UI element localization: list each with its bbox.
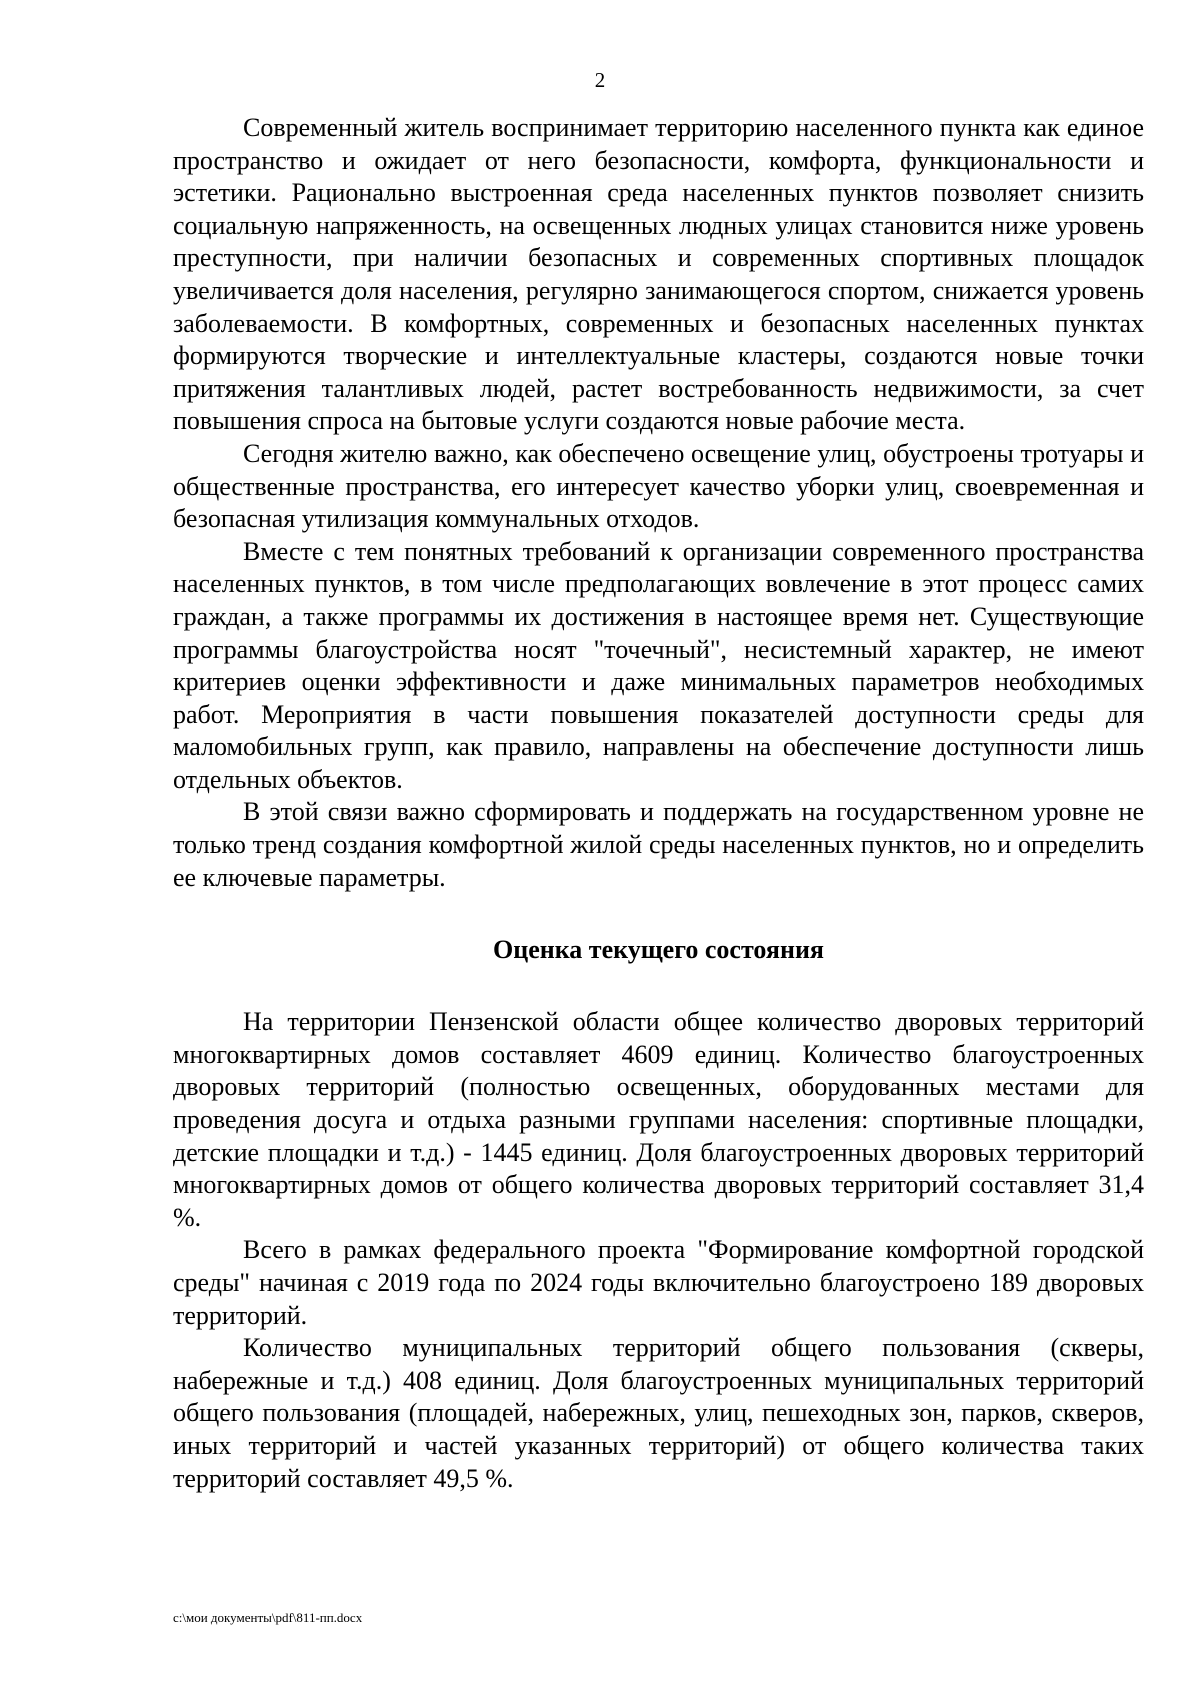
paragraph-modern-resident: Современный житель воспринимает территорию населенного пункта как единое пространство и ожидает от него безопасности, комфорта, функциональности и эстетики. Рационально выстроенная среда населенных пунктов позволяет снизить социальную напряженность, на освещенных людных улицах становится ниже уровень преступности, при наличии безопасных и современных спортивных площадок увеличивается доля населения, регулярно занимающегося спортом, снижается уровень заболеваемости. В комфортных, современных и безопасных населенных пунктах формируются творческие и интеллектуальные кластеры, создаются новые точки притяжения талантливых людей, растет востребованность недвижимости, за счет повышения спроса на бытовые услуги создаются новые рабочие места. xyxy=(173,113,1144,436)
paragraph-yard-territories: На территории Пензенской области общее количество дворовых территорий многоквартирных домов составляет 4609 единиц. Количество благоустроенных дворовых территорий (полностью освещенных, оборудованных местами для проведения досуга и отдыха разными группами населения: спортивные площадки, детские площадки и т.д.) - 1445 единиц. Доля благоустроенных дворовых территорий многоквартирных домов от общего количества дворовых территорий составляет 31,4 %. xyxy=(173,1007,1144,1232)
paragraph-public-territories: Количество муниципальных территорий общего пользования (скверы, набережные и т.д.) 408 единиц. Доля благоустроенных муниципальных территорий общего пользования (площадей, набережных, улиц, пешеходных зон, парков, скверов, иных территорий и частей указанных территорий) от общего количества таких территорий составляет 49,5 %. xyxy=(173,1333,1144,1493)
paragraph-requirements: Вместе с тем понятных требований к организации современного пространства населенных пунктов, в том числе предполагающих вовлечение в этот процесс самих граждан, а также программы их достижения в настоящее время нет. Существующие программы благоустройства носят "точечный", несистемный характер, не имеют критериев оценки эффективности и даже минимальных параметров необходимых работ. Мероприятия в части повышения показателей доступности среды для маломобильных групп, как правило, направлены на обеспечение доступности лишь отдельных объектов. xyxy=(173,536,1144,794)
paragraph-state-support: В этой связи важно сформировать и поддержать на государственном уровне не только тренд создания комфортной жилой среды населенных пунктов, но и определить ее ключевые параметры. xyxy=(173,797,1144,892)
section-heading: Оценка текущего состояния xyxy=(493,935,824,965)
page-number: 2 xyxy=(594,68,606,92)
paragraph-federal-project: Всего в рамках федерального проекта "Формирование комфортной городской среды" начиная с 2019 года по 2024 годы включительно благоустроено 189 дворовых территорий. xyxy=(173,1235,1144,1330)
document-body xyxy=(173,112,1144,1495)
footer-file-path: c:\мои документы\pdf\811-пп.docx xyxy=(173,1610,363,1625)
paragraph-resident-priorities: Сегодня жителю важно, как обеспечено освещение улиц, обустроены тротуары и общественные пространства, его интересует качество уборки улиц, своевременная и безопасная утилизация коммунальных отходов. xyxy=(173,438,1144,534)
